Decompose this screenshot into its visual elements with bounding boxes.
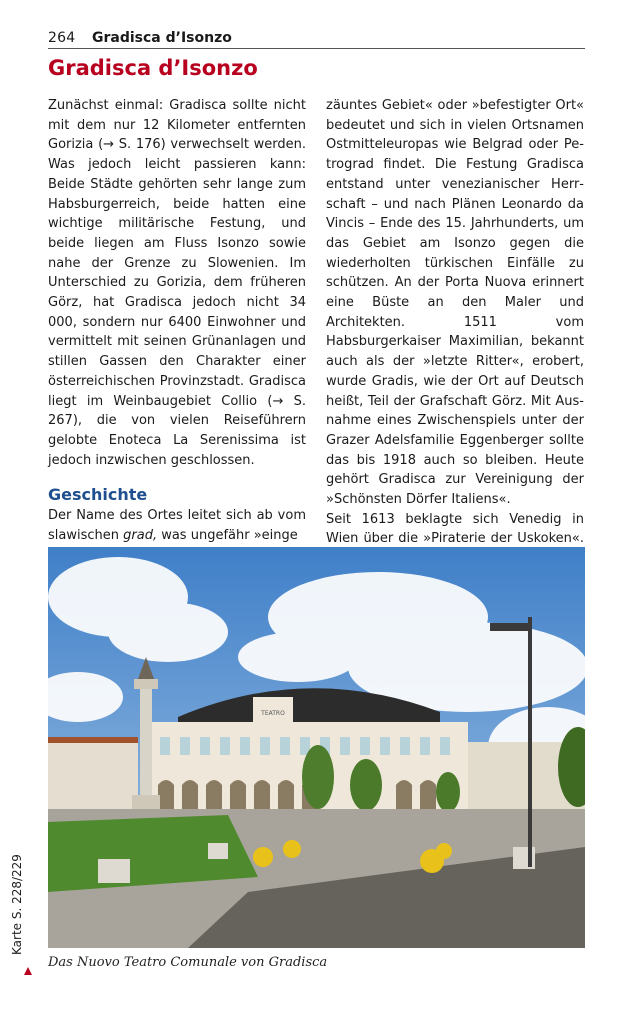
venice-paragraph: Seit 1613 beklagte sich Venedig in Wien über die »Piraterie der Uskoken«. [326, 511, 584, 547]
section-name: Gradisca d’Isonzo [92, 30, 232, 46]
intro-paragraph: Zunächst einmal: Gradisca sollte nicht mit dem nur 12 Kilometer entfernten Gorizia (→ S. 176) verwechselt werden. Was jedoch leicht passieren kann: Beide Städte gehörten sehr lange zum Habsburgerreich, beide hatten eine wichtige militärische Festung, und beide liegen am Fluss Isonzo sowie nahe der Grenze zu Slowenien. Im Unterschied zu Gorizia, dem früheren Görz, hat Gradisca jedoch nicht 34 000, sondern nur 6400 Einwohner und vermittelt mit seinen Grünanlagen und stillen Gassen den Charakter einer österreichischen Provinzstadt. Gradisca liegt im Weinbaugebiet Collio (→ S. 267), die von vielen Reiseführern gelobte Enoteca La Serenissima ist jedoch inzwischen geschlossen. [48, 98, 306, 468]
left-buildings [48, 742, 138, 812]
left-column [48, 96, 306, 546]
history-text-end: was ungefähr »einge [157, 528, 298, 544]
right-column [326, 96, 584, 569]
theatre-photo [48, 547, 585, 948]
map-reference [10, 854, 30, 975]
map-reference-text: Karte S. 228/229 [10, 854, 24, 955]
history-text-start: Der Name des Ortes leitet sich ab vom slawischen [48, 508, 306, 544]
photo-caption: Das Nuovo Teatro Comunale von Gradisca [48, 955, 328, 970]
page-number: 264 [48, 30, 76, 46]
theatre-sign: TEATRO [261, 710, 285, 717]
history-text-italic: grad, [123, 528, 158, 544]
running-head [48, 28, 585, 49]
history-paragraph [48, 506, 306, 545]
history-heading: Geschichte [48, 485, 148, 505]
page-title: Gradisca d’Isonzo [48, 56, 258, 80]
history-continued-paragraph: zäuntes Gebiet« oder »befestigter Ort« bedeutet und sich in vielen Ortsnamen Ostmitteleuropas wie Belgrad oder Petrograd findet. Die Festung Gradisca entstand unter venezianischer Herrschaft – und nach Plänen Leonardo da Vincis – Ende des 15. Jahrhunderts, um das Gebiet am Isonzo gegen die wiederholten türkischen Einfälle zu schützen. An der Porta Nuova erinnert eine Büste an den Maler und Architekten. 1511 vom Habsburgerkaiser Maximilian, bekannt auch als der »letzte Ritter«, erobert, wurde Gradis, wie der Ort auf Deutsch heißt, Teil der Grafschaft Görz. Mit Ausnahme eines Zwischenspiels unter der Grazer Adelsfamilie Eggenberger sollte das bis 1918 auch so bleiben. Heute gehört Gradisca zur Vereinigung der »Schönsten Dörfer Italiens«. [326, 98, 584, 508]
theatre-photo-illustration [48, 547, 585, 948]
triangle-icon [24, 967, 32, 975]
